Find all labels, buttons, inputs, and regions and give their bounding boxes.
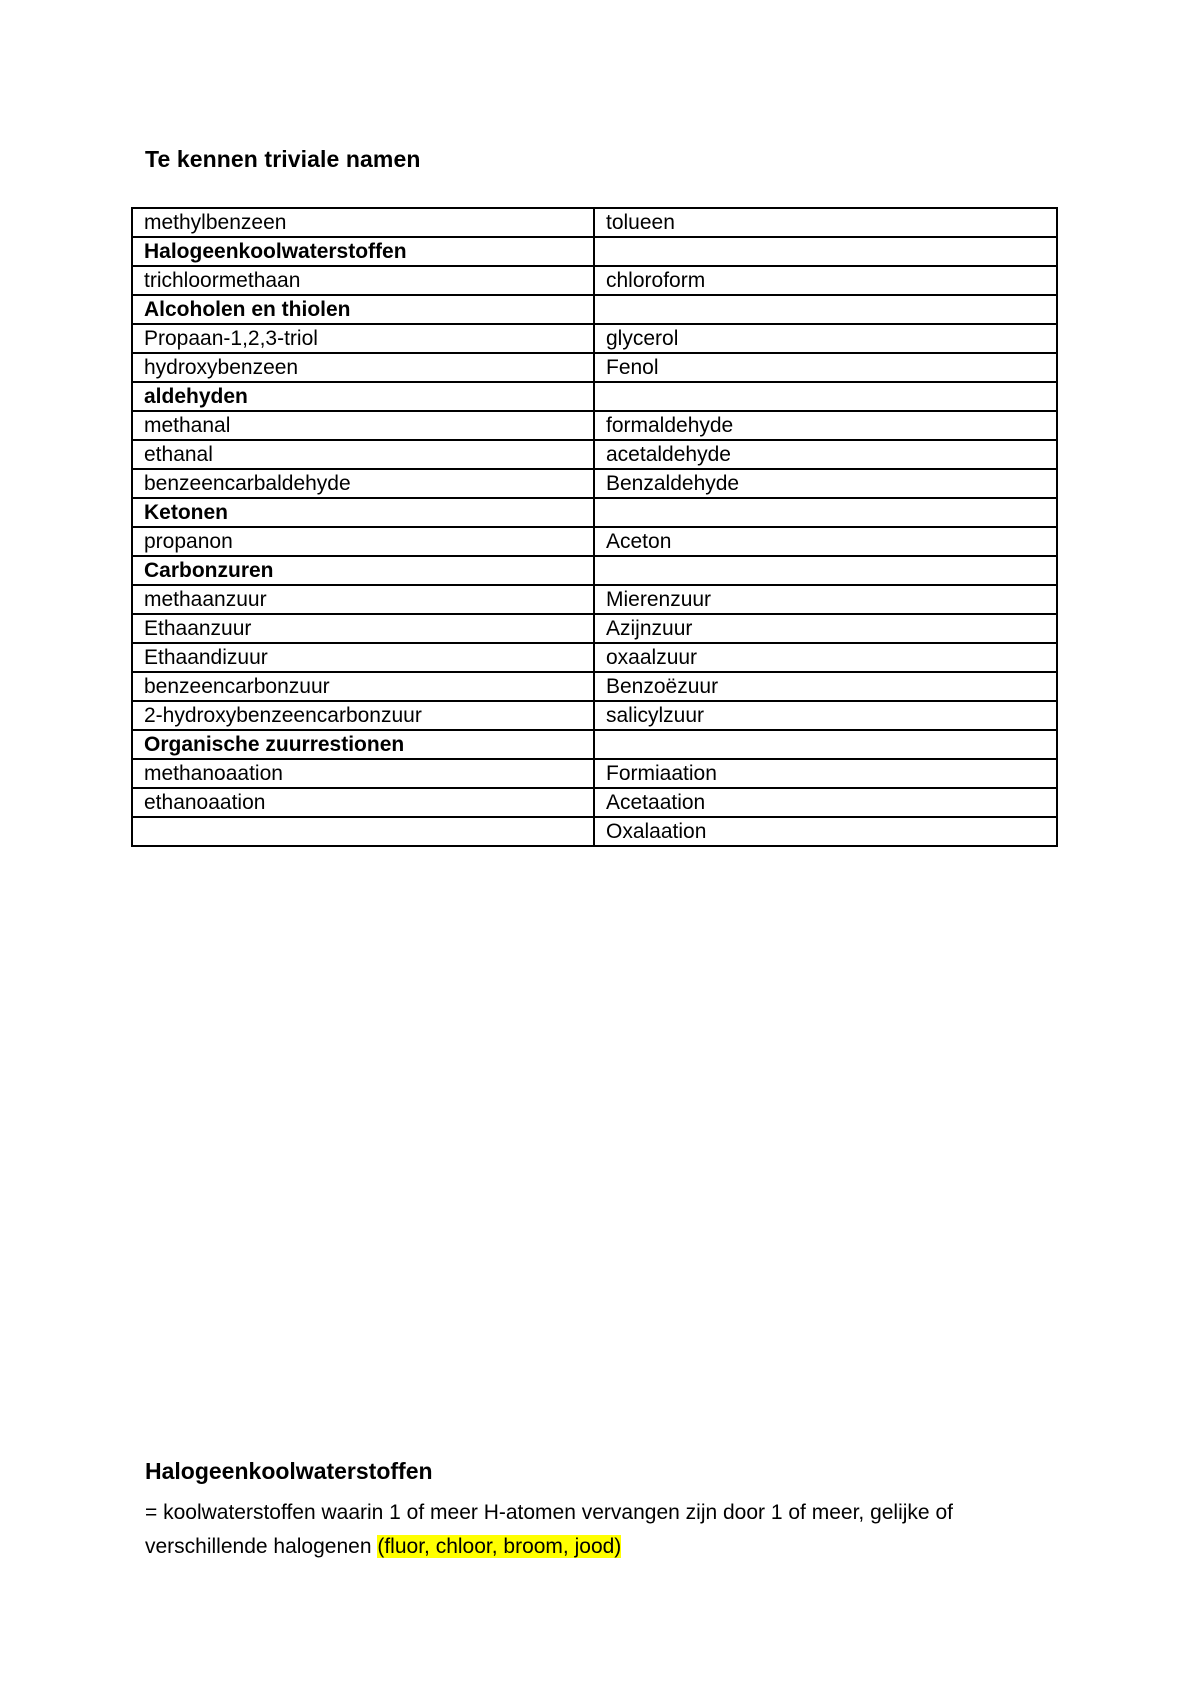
table-row [132,788,1057,817]
table-row [132,614,1057,643]
systematic-name-cell [132,817,594,846]
table-row [132,527,1057,556]
trivial-name-cell: Benzaldehyde [594,469,1057,498]
table-row [132,817,1057,846]
systematic-name-cell: ethanal [132,440,594,469]
table-row [132,411,1057,440]
category-label: aldehyden [132,382,594,411]
category-row [132,730,1057,759]
systematic-name-cell: 2-hydroxybenzeencarbonzuur [132,701,594,730]
table-row [132,585,1057,614]
trivial-name-cell: Acetaation [594,788,1057,817]
systematic-name-cell: methaanzuur [132,585,594,614]
table-row [132,353,1057,382]
trivial-name-cell [594,295,1057,324]
category-label: Organische zuurrestionen [132,730,594,759]
trivial-name-cell: Benzoëzuur [594,672,1057,701]
trivial-name-cell: Formiaation [594,759,1057,788]
trivial-names-table [131,207,1058,847]
category-label: Alcoholen en thiolen [132,295,594,324]
table-body [132,208,1057,846]
trivial-name-cell [594,382,1057,411]
table-row [132,643,1057,672]
highlighted-halogens: (fluor, chloor, broom, jood) [377,1535,622,1558]
systematic-name-cell: ethanoaation [132,788,594,817]
systematic-name-cell: Ethaandizuur [132,643,594,672]
table-row [132,701,1057,730]
systematic-name-cell: Ethaanzuur [132,614,594,643]
table-row [132,266,1057,295]
table-row [132,208,1057,237]
category-label: Ketonen [132,498,594,527]
section-heading: Halogeenkoolwaterstoffen [145,1458,433,1484]
trivial-name-cell: chloroform [594,266,1057,295]
systematic-name-cell: methanoaation [132,759,594,788]
category-label: Halogeenkoolwaterstoffen [132,237,594,266]
systematic-name-cell: Propaan-1,2,3-triol [132,324,594,353]
trivial-name-cell [594,556,1057,585]
trivial-name-cell: Oxalaation [594,817,1057,846]
trivial-name-cell: Fenol [594,353,1057,382]
trivial-name-cell: Azijnzuur [594,614,1057,643]
trivial-name-cell: glycerol [594,324,1057,353]
systematic-name-cell: propanon [132,527,594,556]
table-row [132,469,1057,498]
category-row [132,498,1057,527]
table-row [132,759,1057,788]
systematic-name-cell: trichloormethaan [132,266,594,295]
trivial-name-cell: formaldehyde [594,411,1057,440]
trivial-name-cell [594,730,1057,759]
trivial-name-cell: Mierenzuur [594,585,1057,614]
trivial-name-cell: Aceton [594,527,1057,556]
section-definition [145,1496,1045,1564]
systematic-name-cell: methylbenzeen [132,208,594,237]
trivial-name-cell: salicylzuur [594,701,1057,730]
category-row [132,295,1057,324]
definition-text: = koolwaterstoffen waarin 1 of meer H-atomen vervangen zijn door 1 of meer, gelijke of verschillende halogenen [145,1501,953,1558]
page-title: Te kennen triviale namen [145,146,421,172]
category-row [132,382,1057,411]
systematic-name-cell: hydroxybenzeen [132,353,594,382]
trivial-name-cell: acetaldehyde [594,440,1057,469]
systematic-name-cell: benzeencarbaldehyde [132,469,594,498]
trivial-name-cell [594,498,1057,527]
category-row [132,237,1057,266]
category-row [132,556,1057,585]
systematic-name-cell: methanal [132,411,594,440]
systematic-name-cell: benzeencarbonzuur [132,672,594,701]
trivial-name-cell: tolueen [594,208,1057,237]
table-row [132,324,1057,353]
trivial-name-cell [594,237,1057,266]
table-row [132,440,1057,469]
category-label: Carbonzuren [132,556,594,585]
table-row [132,672,1057,701]
trivial-name-cell: oxaalzuur [594,643,1057,672]
